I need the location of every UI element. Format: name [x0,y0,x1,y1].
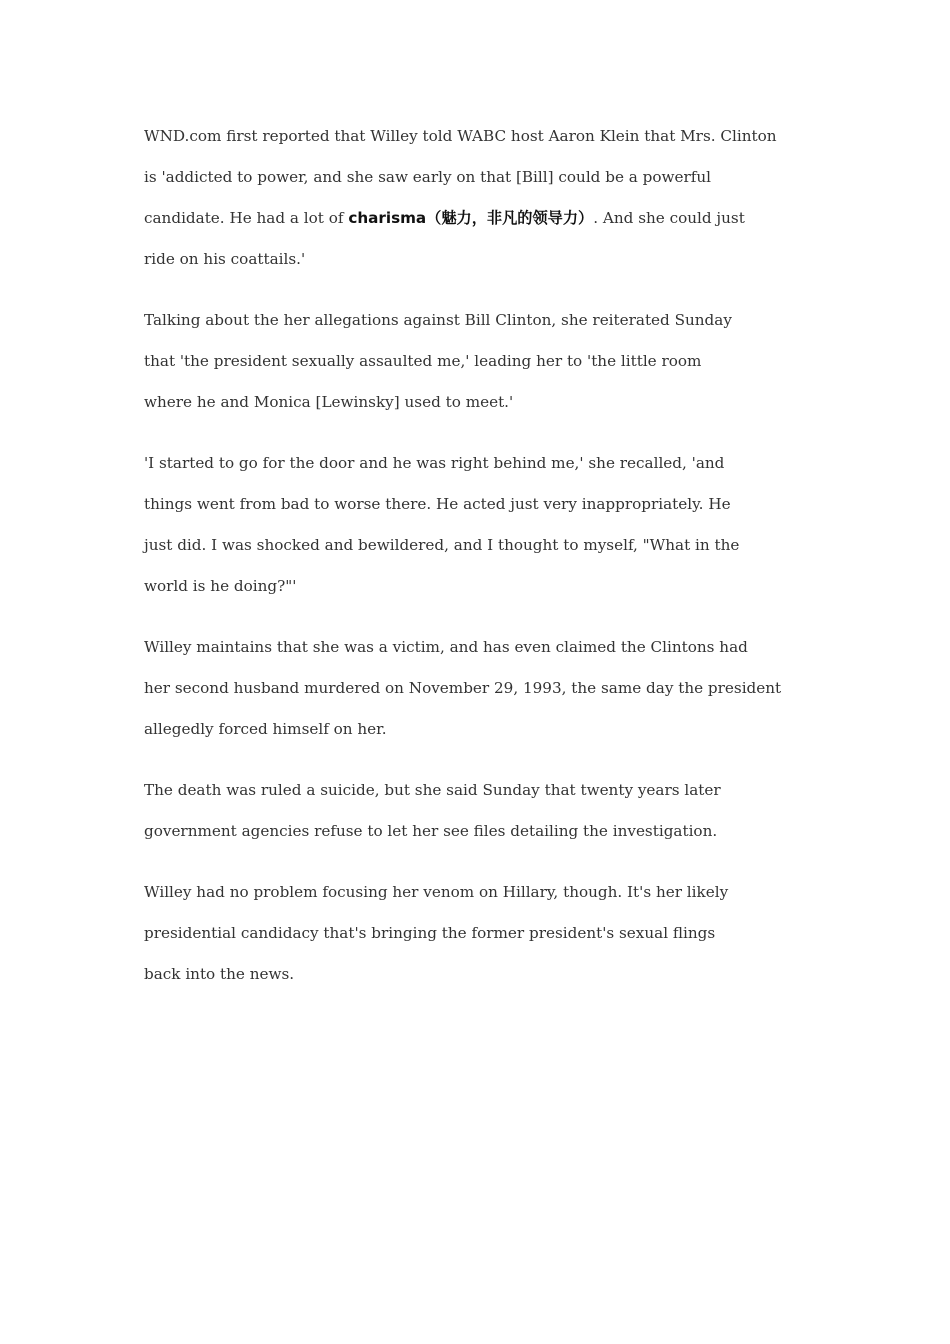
text-run: . And she could just [593,209,745,227]
text-run: back into the news. [144,965,295,983]
text-line [144,770,819,811]
text-run: The death was ruled a suicide, but she said Sunday that twenty years later [144,781,721,799]
bold-term: charisma（魅力，非凡的领导力） [348,209,594,227]
text-line [144,300,819,341]
paragraph-2 [144,300,819,423]
text-line [144,525,819,566]
paragraph-1 [144,116,819,280]
text-run: just did. I was shocked and bewildered, and I thought to myself, "What in the [144,536,740,554]
text-line [144,627,819,668]
text-run: 'I started to go for the door and he was right behind me,' she recalled, 'and [144,454,725,472]
text-run: is 'addicted to power, and she saw early on that [Bill] could be a powerful [144,168,712,186]
text-line [144,116,819,157]
text-line [144,157,819,198]
text-line [144,954,819,995]
paragraph-6 [144,872,819,995]
paragraph-5 [144,770,819,852]
text-run: government agencies refuse to let her see files detailing the investigation. [144,822,718,840]
text-run: WND.com first reported that Willey told WABC host Aaron Klein that Mrs. Clinton [144,127,777,145]
paragraph-3 [144,443,819,607]
text-run: Willey maintains that she was a victim, and has even claimed the Clintons had [144,638,748,656]
text-line [144,484,819,525]
text-run: presidential candidacy that's bringing the former president's sexual flings [144,924,716,942]
text-line [144,198,819,239]
text-line [144,341,819,382]
text-line [144,239,819,280]
text-run: her second husband murdered on November 29, 1993, the same day the president [144,679,782,697]
text-run: world is he doing?"' [144,577,297,595]
text-run: allegedly forced himself on her. [144,720,387,738]
text-line [144,382,819,423]
text-line [144,709,819,750]
paragraph-4 [144,627,819,750]
text-run: things went from bad to worse there. He acted just very inappropriately. He [144,495,731,513]
text-run: where he and Monica [Lewinsky] used to meet.' [144,393,514,411]
text-line [144,443,819,484]
document-body [144,116,819,1015]
text-run: candidate. He had a lot of [144,209,349,227]
text-line [144,566,819,607]
text-run: ride on his coattails.' [144,250,306,268]
text-line [144,872,819,913]
text-run: Talking about the her allegations against Bill Clinton, she reiterated Sunday [144,311,732,329]
text-run: that 'the president sexually assaulted me,' leading her to 'the little room [144,352,702,370]
text-line [144,668,819,709]
text-line [144,913,819,954]
text-line [144,811,819,852]
text-run: Willey had no problem focusing her venom on Hillary, though. It's her likely [144,883,729,901]
